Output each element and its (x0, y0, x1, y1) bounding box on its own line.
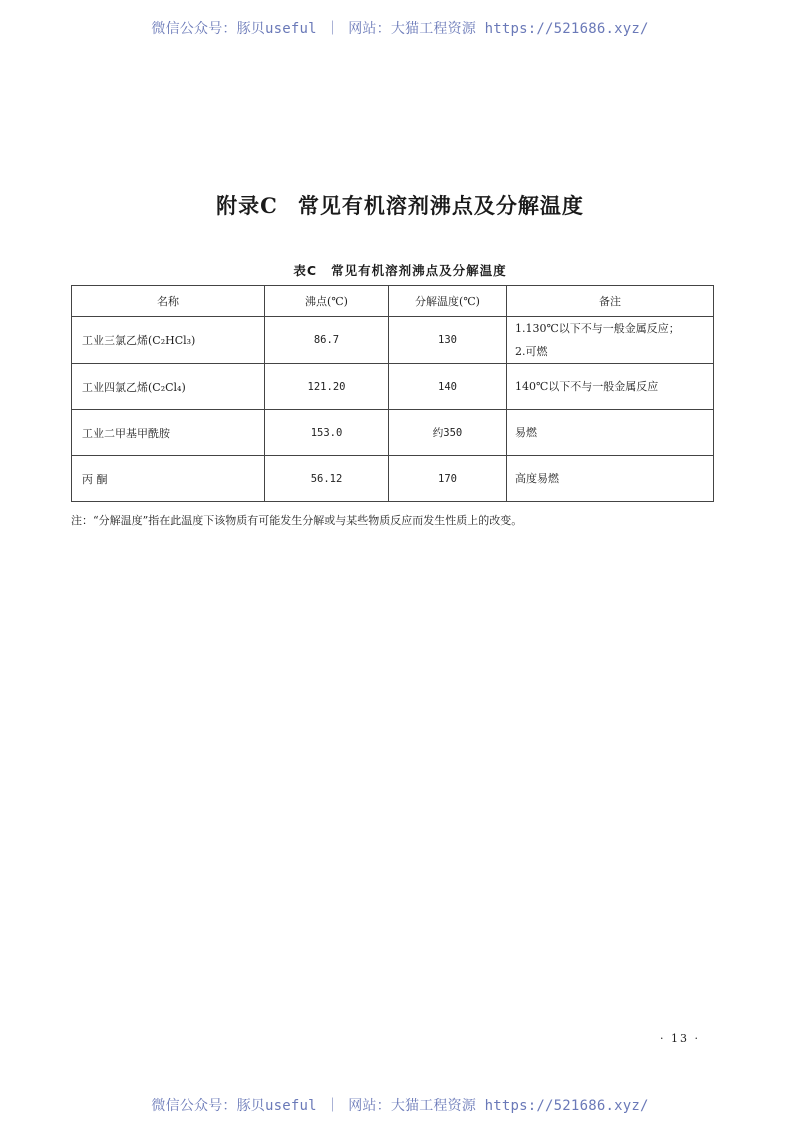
table-header-row (72, 286, 714, 317)
cell-remarks (507, 456, 714, 502)
table-caption-text: 常见有机溶剂沸点及分解温度 (331, 263, 507, 278)
cell-name: 工业四氯乙烯(C₂Cl₄) (72, 364, 265, 410)
watermark-top: 微信公众号：豚贝useful ｜ 网站：大猫工程资源 https://521686.xyz/ (151, 21, 649, 37)
cell-name: 工业二甲基甲酰胺 (72, 410, 265, 456)
table-footnote: 注：“分解温度”指在此温度下该物质有可能发生分解或与某些物质反应而发生性质上的改变。 (71, 514, 523, 527)
cell-boiling-point: 121.20 (265, 364, 389, 410)
appendix-title-text: 常见有机溶剂沸点及分解温度 (297, 193, 584, 218)
table-code: 表C (293, 263, 318, 278)
remark-line: 易燃 (515, 426, 537, 439)
cell-boiling-point: 56.12 (265, 456, 389, 502)
remark-line: 140℃以下不与一般金属反应 (515, 380, 659, 393)
cell-decomposition-temp: 约350 (389, 410, 507, 456)
table-row (72, 456, 714, 502)
cell-name: 工业三氯乙烯(C₂HCl₃) (72, 317, 265, 364)
remark-line: 高度易燃 (515, 472, 559, 485)
table-row (72, 317, 714, 364)
cell-boiling-point: 153.0 (265, 410, 389, 456)
cell-remarks (507, 317, 714, 364)
watermark-bottom: 微信公众号：豚贝useful ｜ 网站：大猫工程资源 https://521686.xyz/ (151, 1098, 649, 1114)
cell-remarks (507, 410, 714, 456)
cell-decomposition-temp: 170 (389, 456, 507, 502)
table-caption (0, 261, 800, 279)
appendix-title (0, 190, 800, 220)
table-row (72, 364, 714, 410)
cell-decomposition-temp: 130 (389, 317, 507, 364)
cell-remarks (507, 364, 714, 410)
cell-name: 丙 酮 (72, 456, 265, 502)
appendix-code: 附录C (216, 193, 278, 218)
solvent-table (71, 285, 714, 502)
header-name: 名称 (72, 286, 265, 317)
cell-boiling-point: 86.7 (265, 317, 389, 364)
page-number: · 13 · (660, 1032, 700, 1045)
header-remarks: 备注 (507, 286, 714, 317)
remark-line: 2.可燃 (515, 345, 548, 358)
remark-line: 1.130℃以下不与一般金属反应； (515, 322, 680, 335)
header-decomposition-temp: 分解温度(℃) (389, 286, 507, 317)
header-boiling-point: 沸点(℃) (265, 286, 389, 317)
cell-decomposition-temp: 140 (389, 364, 507, 410)
table-row (72, 410, 714, 456)
